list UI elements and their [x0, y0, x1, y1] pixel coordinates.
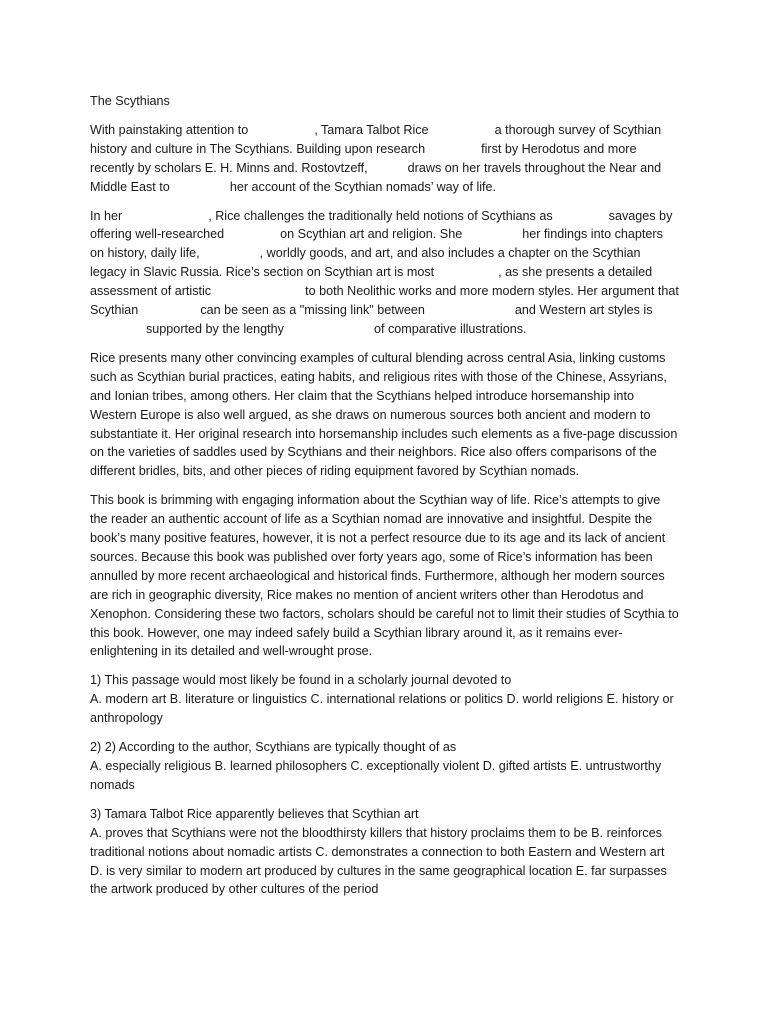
- question-3-options: A. proves that Scythians were not the bloodthirsty killers that history proclaims them to be B. reinforces traditional notions about nomadic artists C. demonstrates a connection to both Eastern and Western art D. is very similar to modern art produced by cultures in the same geographical location E. far surpasses the artwork produced by other cultures of the period: [90, 825, 667, 897]
- question-1-stem: 1) This passage would most likely be found in a scholarly journal devoted to: [90, 673, 512, 688]
- question-2: [90, 738, 680, 795]
- p2-text-a: In her: [90, 208, 123, 223]
- paragraph-4: This book is brimming with engaging information about the Scythian way of life. Rice’s attempts to give the reader an authentic account of life as a Scythian nomad are innovative and insightful. Despite the book’s many positive features, however, it is not a perfect resource due to its age and its lack of ancient sources. Because this book was published over forty years ago, some of Rice’s information has been annulled by more recent archaeological and historical finds. Furthermore, although her modern sources are rich in geographic diversity, Rice makes no mention of ancient writers other than Herodotus and Xenophon. Considering these two factors, scholars should be careful not to limit their studies of Scythia to this book. However, one may indeed safely build a Scythian library around it, as it remains ever-enlightening in its detailed and well-wrought prose.: [90, 493, 679, 659]
- p2-text-h: to both Neolithic works and more modern styles. Her argument that Scythian: [90, 284, 679, 318]
- p2-text-d: on Scythian art and religion. She: [280, 227, 463, 242]
- question-2-stem: 2) 2) According to the author, Scythians are typically thought of as: [90, 740, 457, 755]
- p1-text-f: her account of the Scythian nomads’ way of life.: [229, 179, 497, 194]
- document-title: The Scythians: [90, 94, 170, 108]
- p2-text-c: savages by offering well-researched: [90, 208, 673, 242]
- p2-text-k: supported by the lengthy: [146, 321, 284, 336]
- document-page: [90, 92, 680, 909]
- p2-text-f: , worldly goods, and art, and also includes a chapter on the Scythian legacy in Slavic Russia. Rice’s section on Scythian art is most: [90, 246, 641, 280]
- question-1-options: A. modern art B. literature or linguistics C. international relations or politics D. world religions E. history or anthropology: [90, 692, 674, 726]
- paragraph-3: Rice presents many other convincing examples of cultural blending across central Asia, linking customs such as Scythian burial practices, eating habits, and religious rites with those of the Chinese, Assyrians, and Ionian tribes, among others. Her claim that the Scythians helped introduce horsemanship into Western Europe is also well argued, as she draws on numerous sources both ancient and modern to substantiate it. Her original research into horsemanship includes such elements as a five-page discussion on the varieties of saddles used by Scythians and their neighbors. Rice also offers comparisons of the different bridles, bits, and other pieces of riding equipment favored by Scythian nomads.: [90, 350, 678, 479]
- p1-text-d: first by Herodotus and more recently by scholars E. H. Minns and. Rostovtzeff,: [90, 141, 637, 175]
- question-3: [90, 805, 680, 900]
- question-2-options: A. especially religious B. learned philosophers C. exceptionally violent D. gifted artists E. untrustworthy nomads: [90, 759, 662, 792]
- p2-text-e: her findings into chapters on history, daily life,: [90, 227, 663, 261]
- p2-text-g: , as she presents a detailed assessment of artistic: [90, 265, 653, 299]
- question-3-stem: 3) Tamara Talbot Rice apparently believes that Scythian art: [90, 806, 419, 821]
- p1-text-a: With painstaking attention to: [90, 122, 249, 137]
- p1-text-b: , Tamara Talbot Rice: [314, 122, 429, 137]
- paragraph-2: [90, 207, 680, 339]
- p1-text-c: a thorough survey of Scythian history and culture in The Scythians. Building upon research: [90, 122, 662, 156]
- p1-text-e: draws on her travels throughout the Near and Middle East to: [90, 160, 662, 194]
- p2-text-i: can be seen as a "missing link" between: [200, 303, 425, 318]
- p2-text-b: , Rice challenges the traditionally held notions of Scythians as: [208, 208, 553, 223]
- paragraph-1: [90, 121, 680, 197]
- question-1: [90, 671, 680, 728]
- p2-text-l: of comparative illustrations.: [373, 321, 527, 336]
- p2-text-j: and Western art styles is: [514, 303, 653, 318]
